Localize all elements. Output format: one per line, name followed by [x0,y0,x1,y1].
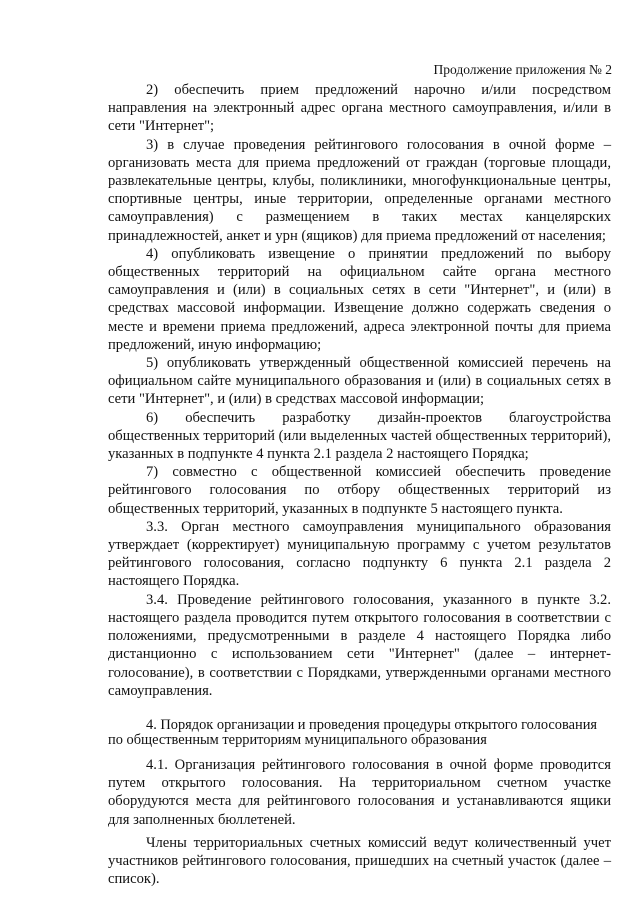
document-body [108,81,611,888]
continuation-header: Продолжение приложения № 2 [433,62,612,77]
paragraph-clause-3-4: 3.4. Проведение рейтингового голосования, указанного в пункте 3.2. настоящего раздела проводится путем открытого голосования в соответствии с положениями, предусмотренными в разделе 4 настоящего Порядка либо дистанционно с использованием сети "Интернет" (далее – интернет-голосование), в соответствии с Порядками, утвержденными органами местного самоуправления. [108,591,611,699]
paragraph-item-5: 5) опубликовать утвержденный общественной комиссией перечень на официальном сайте муниципального образования и (или) в социальных сетях в сети "Интернет", и (или) в средствах массовой информации; [108,355,611,408]
paragraph-clause-4-1: 4.1. Организация рейтингового голосования в очной форме проводится путем открытого голосования. На территориальном счетном участке оборудуются места для рейтингового голосования и устанавливаются ящики для заполненных бюллетеней. [108,756,611,828]
paragraph-item-7: 7) совместно с общественной комиссией обеспечить проведение рейтингового голосования по отбору общественных территорий из общественных территорий, указанных в подпункте 5 настоящего пункта. [108,464,611,517]
paragraph-item-3: 3) в случае проведения рейтингового голосования в очной форме – организовать места для приема предложений от граждан (торговые площади, развлекательные центры, клубы, поликлиники, многофункциональные центры, спортивные центры, иные территории, определенные органами местного самоуправления) с размещением в таких местах канцелярских принадлежностей, анкет и урн (ящиков) для приема предложений от населения; [108,136,611,244]
heading-spacer [108,748,611,756]
paragraph-item-6: 6) обеспечить разработку дизайн-проектов благоустройства общественных территорий (или выделенных частей общественных территорий), указанных в подпункте 4 пункта 2.1 раздела 2 настоящего Порядка; [108,409,611,463]
paragraph-item-4: 4) опубликовать извещение о принятии предложений по выбору общественных территорий на официальном сайте органа местного самоуправления и (или) в социальных сетях в сети "Интернет", и (или) в средствах массовой информации. Извещение должно содержать сведения о месте и времени приема предложений, адреса электронной почты для приема предложений, иную информацию; [108,245,611,353]
section-heading: 4. Порядок организации и проведения процедуры открытого голосования по общественным территориям муниципального образования [108,716,598,748]
paragraph-item-2: 2) обеспечить прием предложений нарочно и/или посредством направления на электронный адрес органа местного самоуправления, и/или в сети "Интернет"; [108,82,611,135]
paragraph-clause-3-3: 3.3. Орган местного самоуправления муниципального образования утверждает (корректирует) муниципальную программу с учетом результатов рейтингового голосования, согласно подпункту 6 пункта 2.1 раздела 2 настоящего Порядка. [108,518,611,590]
section-spacer [108,700,611,718]
paragraph-commission-members: Члены территориальных счетных комиссий ведут количественный учет участников рейтингового голосования, пришедших на счетный участок (далее – список). [108,834,611,888]
